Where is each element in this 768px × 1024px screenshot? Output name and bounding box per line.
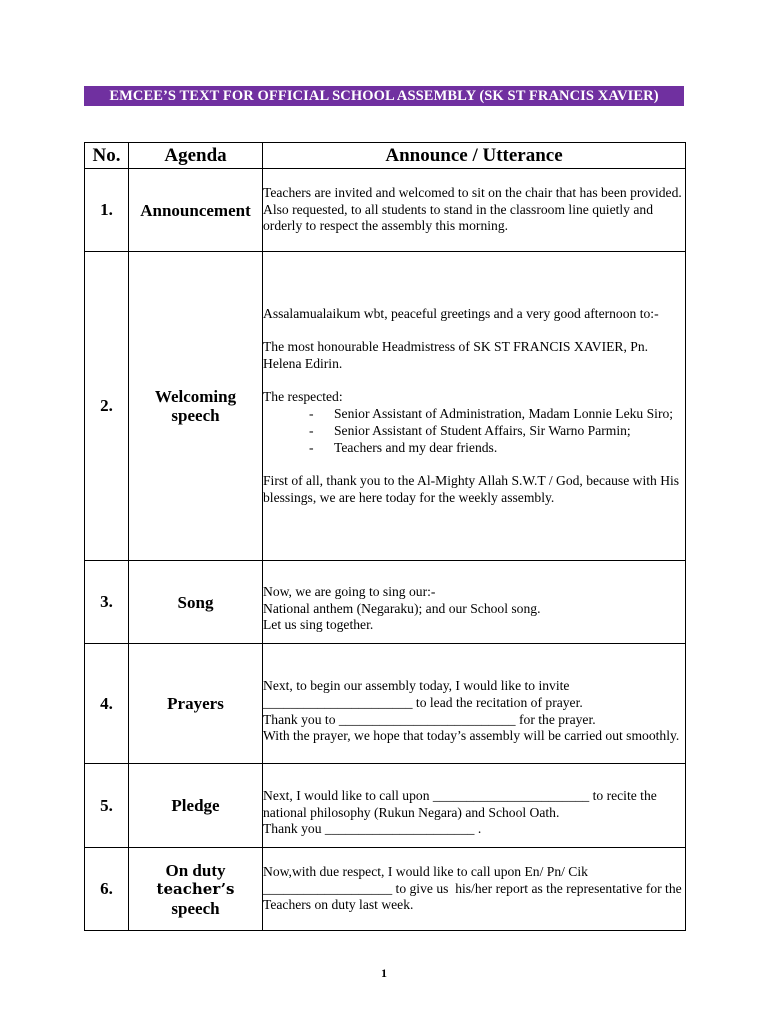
utterance-text: Next, I would like to call upon _______________________ to recite the national philosophy (Rukun Negara) and School Oath. Thank you ______________________ . <box>263 787 657 837</box>
table-row <box>85 561 686 644</box>
row-utterance <box>263 644 686 764</box>
headmistress-text: The most honourable Headmistress of SK ST FRANCIS XAVIER, Pn. Helena Edirin. <box>263 339 649 372</box>
header-agenda: Agenda <box>129 143 263 169</box>
row-agenda <box>129 848 263 931</box>
row-number: 3. <box>85 561 129 644</box>
row-utterance <box>263 169 686 252</box>
row-agenda: Song <box>129 561 263 644</box>
table-header-row <box>85 143 686 169</box>
header-utterance: Announce / Utterance <box>263 143 686 169</box>
guest-list-item: - Teachers and my dear friends. <box>309 440 685 457</box>
table-row <box>85 764 686 848</box>
row-agenda: Pledge <box>129 764 263 848</box>
table-row <box>85 848 686 931</box>
document-title: EMCEE’S TEXT FOR OFFICIAL SCHOOL ASSEMBLY (SK ST FRANCIS XAVIER) <box>84 86 684 106</box>
row-agenda: Announcement <box>129 169 263 252</box>
guest-list-item: - Senior Assistant of Administration, Madam Lonnie Leku Siro; <box>309 406 685 423</box>
page-number: 1 <box>381 966 387 980</box>
respected-text: The respected: <box>263 389 343 405</box>
row-utterance <box>263 764 686 848</box>
row-utterance <box>263 561 686 644</box>
utterance-text: Now,with due respect, I would like to call upon En/ Pn/ Cik ___________________ to give us his/her report as the representative for the Teachers on duty last week. <box>263 863 685 913</box>
agenda-line: teacher’s <box>156 879 235 898</box>
agenda-line: On duty <box>165 860 226 880</box>
row-agenda: Welcoming speech <box>129 252 263 561</box>
row-utterance <box>263 848 686 931</box>
row-number: 1. <box>85 169 129 252</box>
utterance-text: Teachers are invited and welcomed to sit on the chair that has been provided. Also requested, to all students to stand in the classroom line quietly and orderly to respect the assembly this morning. <box>263 184 685 234</box>
row-number: 6. <box>85 848 129 931</box>
utterance-text: Next, to begin our assembly today, I would like to invite ______________________ to lead the recitation of prayer. Thank you to __________________________ for the prayer. With the prayer, we hope that today’s assembly will be carried out smoothly. <box>263 677 680 744</box>
utterance-text: Now, we are going to sing our:- National anthem (Negaraku); and our School song. Let us sing together. <box>263 583 541 633</box>
row-number: 5. <box>85 764 129 848</box>
closing-text: First of all, thank you to the Al-Mighty Allah S.W.T / God, because with His blessings, we are here today for the weekly assembly. <box>263 472 680 505</box>
guest-list-item: - Senior Assistant of Student Affairs, Sir Warno Parmin; <box>309 423 685 440</box>
agenda-table <box>84 142 686 931</box>
table-row <box>85 169 686 252</box>
row-utterance <box>263 252 686 561</box>
row-number: 2. <box>85 252 129 561</box>
header-no: No. <box>85 143 129 169</box>
guest-list <box>263 406 685 457</box>
row-number: 4. <box>85 644 129 764</box>
table-row <box>85 644 686 764</box>
table-row <box>85 252 686 561</box>
agenda-line: speech <box>171 898 220 918</box>
greeting-text: Assalamualaikum wbt, peaceful greetings and a very good afternoon to:- <box>263 306 659 322</box>
row-agenda: Prayers <box>129 644 263 764</box>
